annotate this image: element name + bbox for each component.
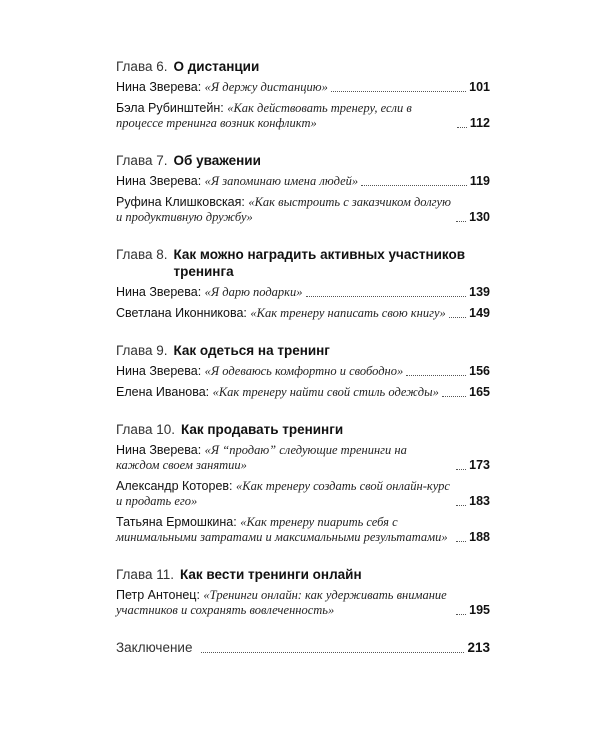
entry-author: Светлана Иконникова: xyxy=(116,306,247,320)
chapter-name: Как одеться на тренинг xyxy=(173,343,330,358)
entry-author: Руфина Клишковская: xyxy=(116,195,245,209)
toc-entry xyxy=(116,174,490,189)
entry-author: Бэла Рубинштейн: xyxy=(116,101,224,115)
page-number: 149 xyxy=(469,306,490,320)
chapter-number: Глава 7. xyxy=(116,153,168,168)
toc-entry xyxy=(116,385,490,400)
chapter-title xyxy=(116,58,490,75)
entry-title: «Как тренеру написать свою книгу» xyxy=(250,306,446,320)
entry-author: Татьяна Ермошкина: xyxy=(116,515,237,529)
entry-author: Нина Зверева: xyxy=(116,285,202,299)
page-number: 183 xyxy=(469,494,490,508)
entry-title: «Я держу дистанцию» xyxy=(204,80,328,94)
page-number: 101 xyxy=(469,80,490,94)
chapter-title xyxy=(116,246,490,280)
entry-author: Нина Зверева: xyxy=(116,364,202,378)
dot-leader xyxy=(456,221,466,222)
page-number: 173 xyxy=(469,458,490,472)
dot-leader xyxy=(361,185,467,186)
dot-leader xyxy=(442,396,466,397)
entry-author: Александр Которев: xyxy=(116,479,233,493)
toc-entry xyxy=(116,364,490,379)
chapter-name: Как вести тренинги онлайн xyxy=(179,567,362,582)
page-number: 195 xyxy=(469,603,490,617)
chapter-9 xyxy=(116,342,490,400)
chapter-number: Глава 10. xyxy=(116,422,175,437)
conclusion-label: Заключение xyxy=(116,640,193,655)
toc-entry xyxy=(116,443,490,473)
chapter-7 xyxy=(116,152,490,225)
chapter-number: Глава 8. xyxy=(116,247,168,262)
page-number: 213 xyxy=(467,640,490,655)
dot-leader xyxy=(456,614,466,615)
chapter-title xyxy=(116,566,490,583)
chapter-11 xyxy=(116,566,490,618)
entry-title: «Я запоминаю имена людей» xyxy=(204,174,359,188)
entry-title: «Как тренеру создать свой онлайн-курс и продать его» xyxy=(116,479,450,508)
chapter-title xyxy=(116,342,490,359)
entry-author: Елена Иванова: xyxy=(116,385,210,399)
page-number: 112 xyxy=(469,116,490,130)
entry-title: «Тренинги онлайн: как удерживать внимание участников и сохранять вовлеченность» xyxy=(116,588,447,617)
conclusion-entry xyxy=(116,639,490,656)
toc-entry xyxy=(116,195,490,225)
entry-author: Петр Антонец: xyxy=(116,588,200,602)
entry-title: «Я “продаю” следующие тренинги на каждом своем занятии» xyxy=(116,443,407,472)
dot-leader xyxy=(456,505,466,506)
toc-entry xyxy=(116,80,490,95)
chapter-number: Глава 9. xyxy=(116,343,168,358)
entry-author: Нина Зверева: xyxy=(116,174,202,188)
dot-leader xyxy=(201,652,464,653)
page-number: 188 xyxy=(469,530,490,544)
table-of-contents xyxy=(116,58,490,656)
entry-author: Нина Зверева: xyxy=(116,443,202,457)
chapter-name: О дистанции xyxy=(173,59,260,74)
page-number: 119 xyxy=(469,174,490,188)
page-number: 156 xyxy=(469,364,490,378)
dot-leader xyxy=(331,91,466,92)
dot-leader xyxy=(456,541,466,542)
page-number: 165 xyxy=(469,385,490,399)
chapter-number: Глава 6. xyxy=(116,59,168,74)
dot-leader xyxy=(449,317,466,318)
entry-title: «Как выстроить с заказчиком долгую и продуктивную дружбу» xyxy=(116,195,451,224)
chapter-number: Глава 11. xyxy=(116,567,174,582)
chapter-10 xyxy=(116,421,490,545)
dot-leader xyxy=(457,127,467,128)
entry-title: «Как тренеру пиарить себя с минимальными затратами и максимальными результатами» xyxy=(116,515,448,544)
entry-title: «Я дарю подарки» xyxy=(204,285,303,299)
toc-entry xyxy=(116,588,490,618)
toc-entry xyxy=(116,101,490,131)
dot-leader xyxy=(306,296,467,297)
entry-author: Нина Зверева: xyxy=(116,80,202,94)
chapter-6 xyxy=(116,58,490,131)
chapter-name: Как можно наградить активных участников тренинга xyxy=(173,247,466,279)
chapter-8 xyxy=(116,246,490,321)
entry-title: «Как тренеру найти свой стиль одежды» xyxy=(212,385,439,399)
chapter-title xyxy=(116,152,490,169)
chapter-name: Как продавать тренинги xyxy=(180,422,344,437)
toc-entry xyxy=(116,285,490,300)
chapter-name: Об уважении xyxy=(173,153,261,168)
toc-entry xyxy=(116,479,490,509)
entry-title: «Я одеваюсь комфортно и свободно» xyxy=(204,364,404,378)
entry-title: «Как действовать тренеру, если в процессе тренинга возник конфликт» xyxy=(116,101,412,130)
toc-entry xyxy=(116,306,490,321)
dot-leader xyxy=(456,469,466,470)
dot-leader xyxy=(406,375,466,376)
chapter-title xyxy=(116,421,490,438)
page-number: 139 xyxy=(469,285,490,299)
toc-entry xyxy=(116,515,490,545)
page-number: 130 xyxy=(469,210,490,224)
